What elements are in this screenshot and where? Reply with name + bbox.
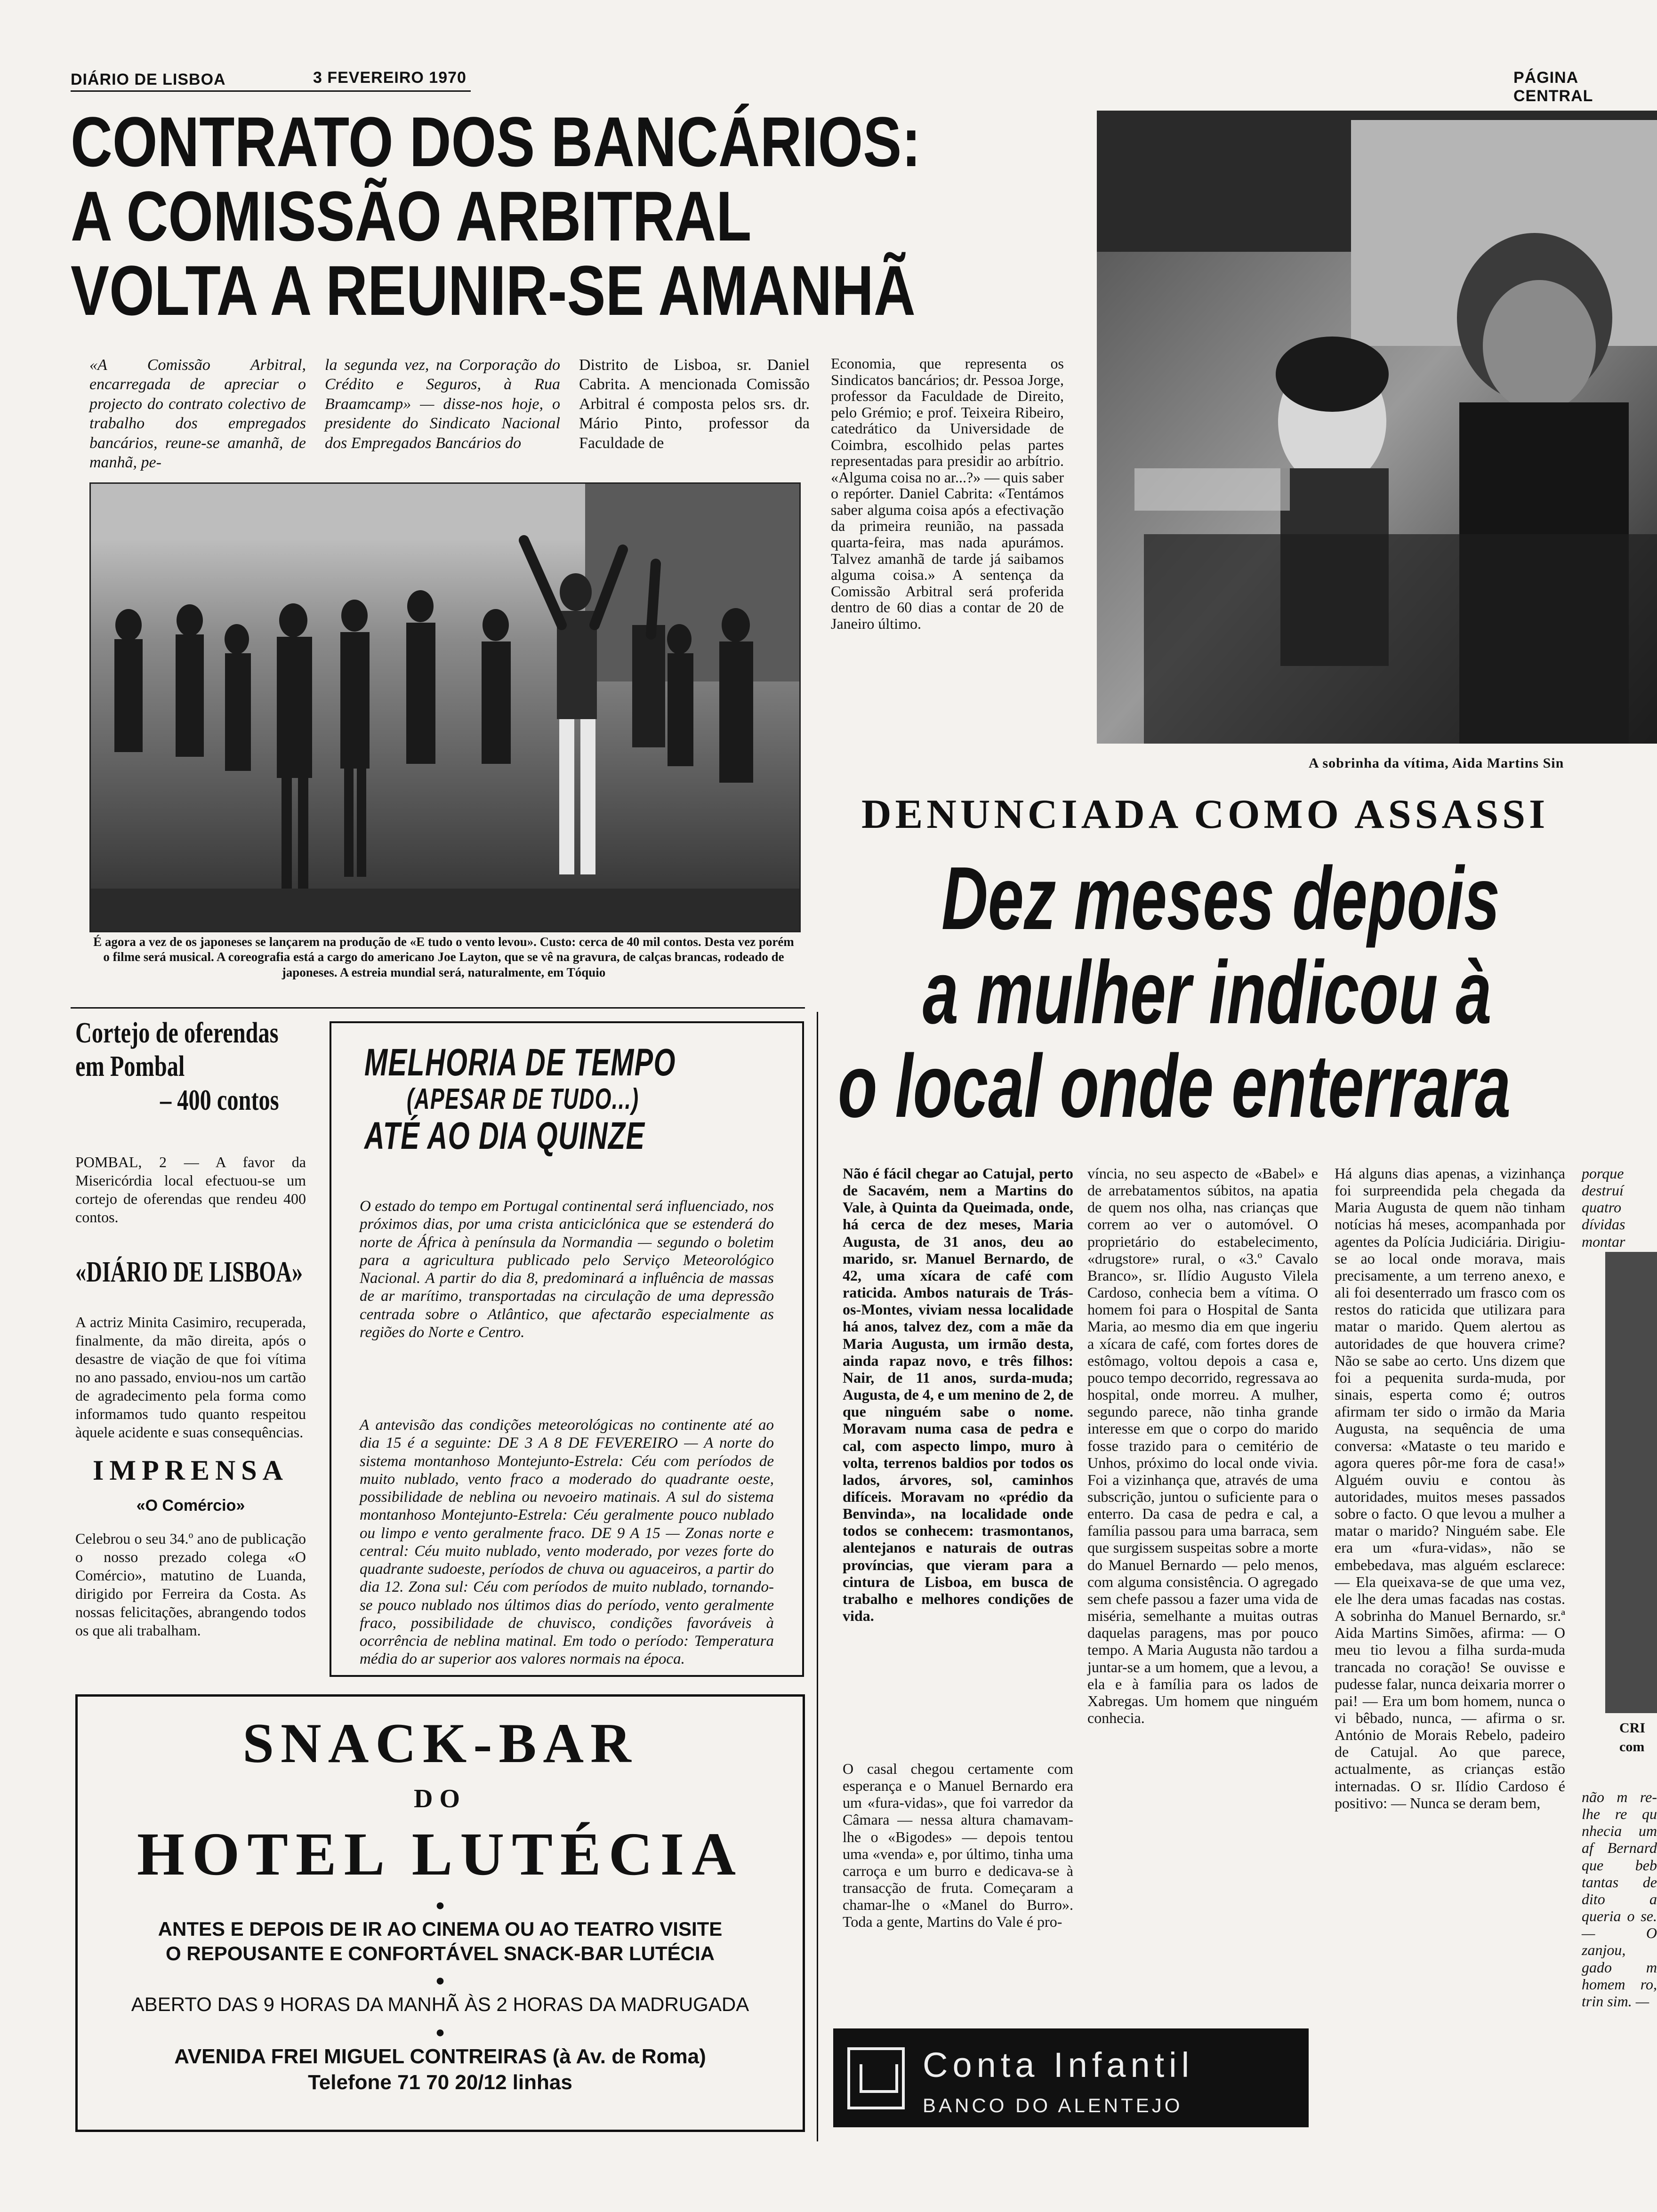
dance-photo-image	[91, 484, 799, 931]
lead-column-2	[325, 355, 560, 453]
imprensa-subhead: «O Comércio»	[136, 1497, 245, 1515]
murder-column-1: Não é fácil chegar ao Catujal, perto de Sacavém, nem a Martins do Vale, à Quinta da Queimada, onde, há cerca de dez meses, Maria Augusta, de 31 anos, deu ao marido, sr. Manuel Bernardo, de 42, uma xícara de café com raticida. Ambos naturais de Trás-os-Montes, viviam nessa localidade há anos, talvez dez, com a mãe da Maria Augusta, um irmão desta, ainda rapaz novo, e três filhos: Nair, de 11 anos, surda-muda; Augusta, de 4, e um menino de 2, de que ninguém sabe o nome. Moravam numa casa de pedra e cal, com aspecto limpo, muro à volta, terrenos baldios por todos os lados, árvores, sol, caminhos difíceis. Moravam no «prédio da Benvinda», na localidade onde todos se conhecem: trasmontanos, alentejanos e naturais de outras províncias, que vieram para a cintura de Lisboa, em busca de trabalho e melhores condições de vida.	[843, 1165, 1073, 1625]
issue-date: 3 FEVEREIRO 1970	[313, 69, 467, 87]
bank-logo-mark	[860, 2064, 898, 2093]
dl-body: A actriz Minita Casimiro, recuperada, finalmente, da mão direita, após o desastre de viação de que foi vítima no ano passado, enviou-nos um cartão de agradecimento pela forma como informamos tudo quanto respeitou àquele acidente e suas consequências.	[75, 1314, 306, 1441]
section-rule	[71, 1007, 805, 1009]
weather-headline-line: ATÉ AO DIA QUINZE	[364, 1114, 645, 1157]
pombal-headline-line: Cortejo de oferendas	[75, 1017, 279, 1049]
bullet-icon: ●	[435, 1897, 445, 1914]
crime-photo-sublabel: com	[1619, 1739, 1645, 1755]
ad-connector: DO	[414, 1784, 467, 1813]
niece-photo	[1097, 111, 1657, 744]
murder-column-1b: O casal chegou certamente com esperança e o Manuel Bernardo era um «fura-vidas», que foi varredor da Câmara — nessa altura chamavam-lhe o «Bigodes» — depois tentou uma «venda» e, por último, tinha uma carroça e um burro e dedicava-se à transacção de fruta. Começaram a chamar-lhe o «Manel do Burro». Toda a gente, Martins do Vale é pro-	[843, 1760, 1073, 1931]
dance-photo-caption: É agora a vez de os japoneses se lançarem na produção de «E tudo o vento levou». Custo: cerca de 40 mil contos. Desta vez porém o filme será musical. A coreografia está a cargo do americano Joe Layton, que se vê na gravura, de calças brancas, rodeado de japoneses. A estreia mundial será, naturalmente, em Tóquio	[93, 935, 794, 979]
niece-photo-image	[1097, 111, 1657, 744]
bank-name: BANCO DO ALENTEJO	[923, 2094, 1183, 2116]
murder-headline-line: a mulher indicou à	[923, 942, 1492, 1042]
lead-column-4: Economia, que representa os Sindicatos bancários; dr. Pessoa Jorge, professor da Faculdade de Direito, pelo Grémio; e prof. Teixeira Ribeiro, catedrático da Universidade de Coimbra, escolhido pelas partes representadas para presidir ao arbítrio. «Alguma coisa no ar...?» — quis saber o repórter. Daniel Cabrita: «Tentámos saber alguma coisa após a efectivação da primeira reunião, na passada quarta-feira, mas nada apurámos. Talvez amanhã de tarde já saibamos alguma coisa.» A sentença da Comissão Arbitral será proferida dentro de 60 dias a contar de 20 de Janeiro último.	[831, 355, 1064, 632]
ad-line: O REPOUSANTE E CONFORTÁVEL SNACK-BAR LUTÉCIA	[166, 1942, 715, 1964]
crime-photo-label: CRI	[1619, 1720, 1646, 1736]
column-divider	[817, 1012, 818, 2141]
murder-headline	[838, 849, 1657, 1136]
dance-rehearsal-photo	[89, 482, 801, 932]
murder-headline-line: o local onde enterrara	[838, 1036, 1511, 1136]
weather-paragraph-2: A antevisão das condições meteorológicas no continente até ao dia 15 é a seguinte: DE 3 A 8 DE FEVEREIRO — A norte do sistema montanhoso Montejunto-Estrela: Céu com períodos de muito nublado, vento fraco a moderado do quadrante oeste, possibilidade de neblina ou nevoeiro matinais. A sul do sistema montanhoso Montejunto-Estrela: Céu geralmente pouco nublado ou limpo e vento geralmente fraco. DE 9 A 15 — Zonas norte e central: Céu muito nublado, vento moderado, por vezes forte do quadrante sudoeste, períodos de chuva ou aguaceiros, a partir do dia 12. Zona sul: Céu com períodos de muito nublado, tornando-se pouco nublado nos últimos dias do período, vento geralmente fraco, possibilidade de chuvisco, condições favoráveis à ocorrência de neblina matinal. Em todo o período: Temperatura média do ar superior aos valores normais na época.	[360, 1417, 774, 1668]
niece-photo-caption: A sobrinha da vítima, Aida Martins Sin	[1309, 755, 1564, 771]
weather-paragraph-1: O estado do tempo em Portugal continental será influenciado, nos próximos dias, por uma crista anticiclónica que se estenderá do norte de África à península da Normandia — segundo o boletim para a agricultura publicado pelo Serviço Meteorológico Nacional. A partir do dia 8, predominará a influência de massas de ar marítimo, transportadas na circulação de uma depressão centrada sobre o Atlântico, que afectarão especialmente as regiões do Norte e Centro.	[360, 1198, 774, 1341]
masthead-name: DIÁRIO DE LISBOA	[71, 71, 226, 88]
murder-column-4b: não m re-lhe re qu nhecia um af Bernard que beb tantas de dito a queria o se. — O zanjou, gado m homem ro, trin sim. —	[1582, 1788, 1657, 2010]
conta-infantil-title: Conta Infantil	[923, 2045, 1194, 2084]
crime-scene-photo	[1605, 1252, 1657, 1713]
pombal-headline-line: em Pombal	[75, 1050, 185, 1083]
lead-column-1: «A Comissão Arbitral, encarregada de apreciar o projecto do contrato colectivo de trabalho dos empregados bancários, reune-se amanhã, de manhã, pe-	[89, 356, 306, 472]
lead-headline	[71, 104, 1059, 329]
ad-hotel-name: HOTEL LUTÉCIA	[137, 1820, 744, 1888]
imprensa-body: Celebrou o seu 34.º ano de publicação o nosso prezado colega «O Comércio», matutino de Luanda, dirigido por Ferreira da Costa. As nossas felicitações, abrangendo todos os que ali trabalham.	[75, 1530, 306, 1639]
murder-column-4: porque destruí quatro dívidas montar	[1582, 1165, 1625, 1250]
pombal-body: POMBAL, 2 — A favor da Misericórdia local efectuou-se um cortejo de oferendas que rendeu 400 contos.	[75, 1154, 306, 1226]
snack-bar-ad	[75, 1694, 805, 2132]
dl-headline: «DIÁRIO DE LISBOA»	[75, 1256, 303, 1288]
weather-box	[330, 1021, 804, 1677]
ad-phone: Telefone 71 70 20/12 linhas	[308, 2071, 572, 2094]
ad-hours: ABERTO DAS 9 HORAS DA MANHÃ ÀS 2 HORAS DA MADRUGADA	[131, 1993, 749, 2015]
lead-column-2-text: la segunda vez, na Corporação do Crédito e Seguros, à Rua Braamcamp» — disse-nos hoje, o presidente do Sindicato Nacional dos Empregados Bancários do	[325, 356, 560, 452]
lead-headline-line: A COMISSÃO ARBITRAL	[71, 176, 752, 256]
lead-column-3: Distrito de Lisboa, sr. Daniel Cabrita. A mencionada Comissão Arbitral é composta pelos srs. dr. Mário Pinto, professor da Faculdade de	[579, 356, 810, 452]
bank-logo-icon	[847, 2047, 905, 2109]
ad-address: AVENIDA FREI MIGUEL CONTREIRAS (à Av. de Roma)	[174, 2045, 706, 2068]
murder-kicker: DENUNCIADA COMO ASSASSI	[861, 792, 1549, 837]
murder-column-2: víncia, no seu aspecto de «Babel» e de arrebatamentos súbitos, na apatia de quem nos olha, nas crianças que correm ao ver o automóvel. O proprietário do estabelecimento, «drugstore» rural, o «3.º Cavalo Branco», sr. Ilídio Augusto Vilela Cardoso, conhecia bem a vítima. O homem foi para o Hospital de Santa Maria, ao mesmo dia em que ingeriu a xícara de café, com fortes dores de estômago, voltou depois a casa e, pouco tempo decorrido, regressava ao hospital, onde morreu. A mulher, segundo parece, não tinha grande interesse em que o corpo do marido fosse trazido para o cemitério de Unhos, próximo do local onde vivia. Foi a vizinhança que, através de uma subscrição, juntou o suficiente para o enterro. Da casa de pedra e cal, a família passou para uma barraca, sem que surgissem suspeitas sobre a morte do Manuel Bernardo — pelo menos, com alguma consistência. O agregado sem chefe passou a fazer uma vida de miséria, semelhante a muitas outras daquelas paragens, mas por pouco tempo. A Maria Augusta não tardou a juntar-se a um homem, que a levou, a ela e à família para os lados de Xabregas. Um homem que ninguém conhecia.	[1087, 1165, 1318, 1726]
murder-headline-line: Dez meses depois	[941, 849, 1500, 948]
page-label: PÁGINA CENTRAL	[1513, 69, 1593, 105]
pombal-headline	[75, 1017, 311, 1117]
header-rule	[71, 90, 471, 92]
conta-infantil-ad	[833, 2028, 1309, 2127]
lead-headline-line: CONTRATO DOS BANCÁRIOS:	[71, 102, 921, 181]
weather-headline	[364, 1042, 779, 1157]
bullet-icon: ●	[435, 1972, 445, 1989]
weather-headline-line: (APESAR DE TUDO...)	[407, 1082, 639, 1115]
ad-line: ANTES E DEPOIS DE IR AO CINEMA OU AO TEATRO VISITE	[158, 1918, 723, 1940]
lead-headline-line: VOLTA A REUNIR-SE AMANHÃ	[71, 251, 916, 330]
ad-title: SNACK-BAR	[242, 1712, 638, 1774]
weather-headline-line: MELHORIA DE TEMPO	[364, 1041, 676, 1084]
pombal-headline-line: – 400 contos	[160, 1084, 279, 1116]
imprensa-headline: IMPRENSA	[92, 1455, 289, 1486]
bullet-icon: ●	[435, 2024, 445, 2041]
murder-column-3: Há alguns dias apenas, a vizinhança foi surpreendida pela chegada da Maria Augusta de quem não tinham notícias há meses, acompanhada por agentes da Polícia Judiciária. Dirigiu-se ao local onde morava, mais precisamente, a um terreno anexo, e ali foi desenterrado um frasco com os restos do raticida que utilizara para matar o marido. Quem alertou as autoridades de que houvera crime? Não se sabe ao certo. Uns dizem que foi a pequenita surda-muda, por sinais, esperta como é; outros afirmam ter sido o irmão da Maria Augusta, na sequência de uma conversa: «Mataste o teu marido e agora queres pôr-me fora de casa!» Alguém ouviu e contou às autoridades, muitos meses passados sobre o facto. O que levou a mulher a matar o marido? Ninguém sabe. Ele era um «fura-vidas», não se embebedava, mas alguém esclarece: — Ela queixava-se de que uma vez, ele lhe dera umas facadas nas costas. A sobrinha do Manuel Bernardo, sr.ª Aida Martins Simões, afirma: — O meu tio levou a filha surda-muda trancada no coração! Se ouvisse e pudesse falar, nunca deixaria morrer o pai! — Era um bom homem, nunca o vi bêbado, nunca, — afirma o sr. António de Morais Rebelo, padeiro de Catujal. Ao que parece, actualmente, as crianças estão internadas. O sr. Ilídio Cardoso é positivo: — Nunca se deram bem,	[1335, 1165, 1565, 1811]
